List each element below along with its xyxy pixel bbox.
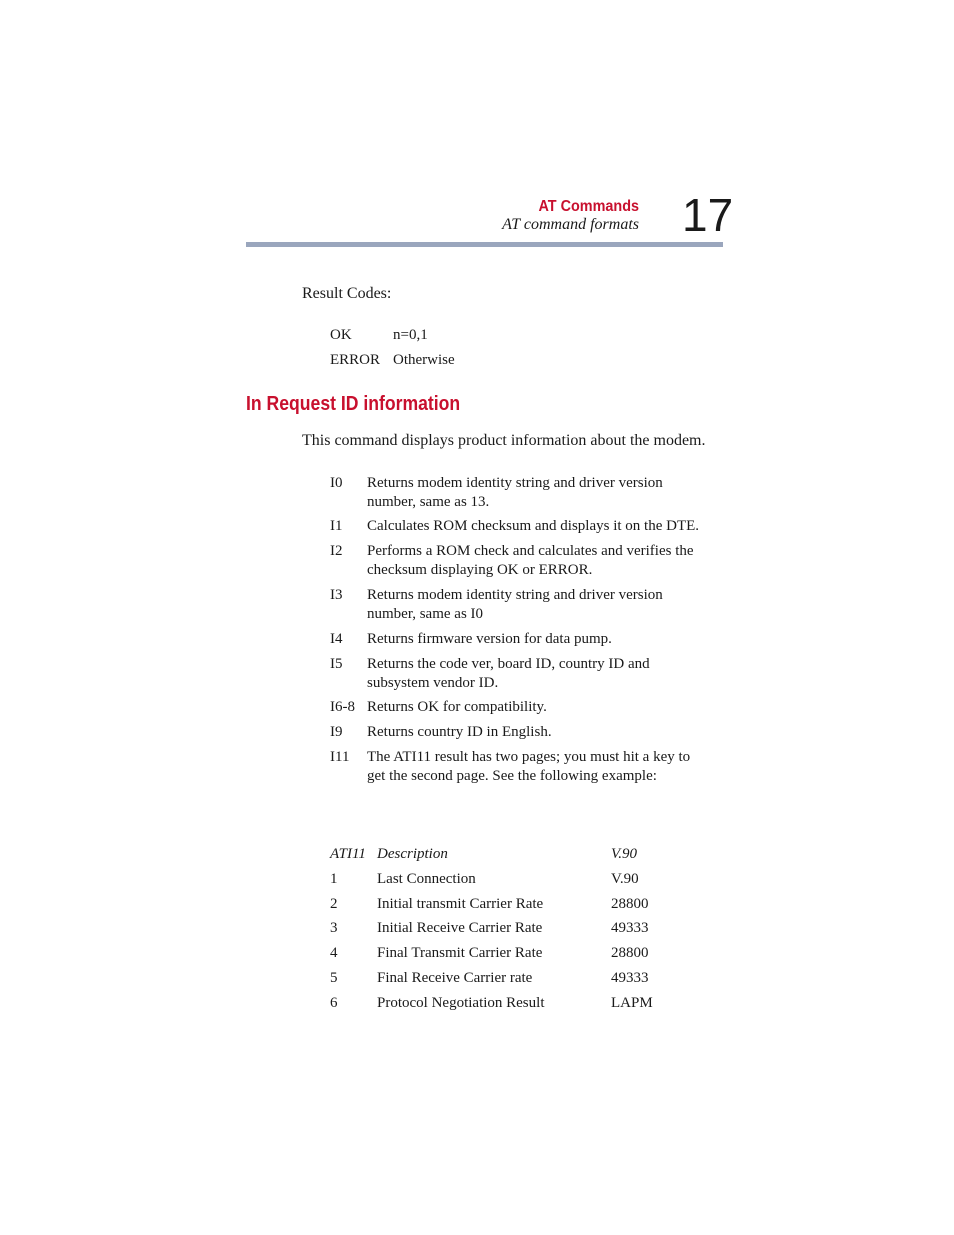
table-cell: V.90 <box>611 871 639 887</box>
command-desc: The ATI11 result has two pages; you must hit a key to get the second page. See the following example: <box>367 749 691 784</box>
section-heading: In Request ID information <box>246 393 461 415</box>
result-code-desc: Otherwise <box>393 352 455 368</box>
chapter-title: AT Commands <box>538 198 639 215</box>
table-cell: 1 <box>330 871 338 887</box>
section-intro: This command displays product information about the modem. <box>302 432 706 449</box>
header-divider <box>246 242 723 247</box>
command-code: I9 <box>330 724 343 740</box>
command-code: I6-8 <box>330 699 355 715</box>
command-desc: Returns the code ver, board ID, country ID and subsystem vendor ID. <box>367 656 650 691</box>
table-cell: 28800 <box>611 896 649 912</box>
command-code: I5 <box>330 656 343 672</box>
page-number: 17 <box>682 189 734 241</box>
table-cell: LAPM <box>611 995 653 1011</box>
table-cell: 6 <box>330 995 338 1011</box>
command-desc: Returns OK for compatibility. <box>367 699 547 715</box>
section-subtitle: AT command formats <box>502 216 639 233</box>
command-desc: Performs a ROM check and calculates and verifies the checksum displaying OK or ERROR. <box>367 543 694 578</box>
command-code: I4 <box>330 631 343 647</box>
table-cell: Initial Receive Carrier Rate <box>377 920 543 936</box>
command-code: I3 <box>330 587 343 603</box>
command-code: I11 <box>330 749 350 765</box>
result-codes-label: Result Codes: <box>302 285 392 302</box>
table-cell: Initial transmit Carrier Rate <box>377 896 544 912</box>
table-cell: Last Connection <box>377 871 476 887</box>
table-cell: 28800 <box>611 945 649 961</box>
result-code: ERROR <box>330 352 381 368</box>
result-code: OK <box>330 327 352 343</box>
table-cell: Final Transmit Carrier Rate <box>377 945 543 961</box>
table-cell: 2 <box>330 896 338 912</box>
table-cell: Final Receive Carrier rate <box>377 970 533 986</box>
table-cell: 49333 <box>611 970 649 986</box>
table-cell: 3 <box>330 920 338 936</box>
command-desc: Calculates ROM checksum and displays it on the DTE. <box>367 518 700 534</box>
command-code: I2 <box>330 543 343 559</box>
result-code-desc: n=0,1 <box>393 327 428 343</box>
table-cell: 4 <box>330 945 338 961</box>
table-header: V.90 <box>611 846 637 862</box>
command-desc: Returns modem identity string and driver version number, same as 13. <box>367 475 663 510</box>
table-cell: Protocol Negotiation Result <box>377 995 545 1011</box>
table-header: Description <box>377 846 448 862</box>
command-desc: Returns modem identity string and driver version number, same as I0 <box>367 587 663 622</box>
command-code: I0 <box>330 475 343 491</box>
command-desc: Returns firmware version for data pump. <box>367 631 612 647</box>
table-cell: 5 <box>330 970 338 986</box>
command-desc: Returns country ID in English. <box>367 724 552 740</box>
table-cell: 49333 <box>611 920 649 936</box>
table-header: ATI11 <box>330 846 366 862</box>
command-code: I1 <box>330 518 343 534</box>
